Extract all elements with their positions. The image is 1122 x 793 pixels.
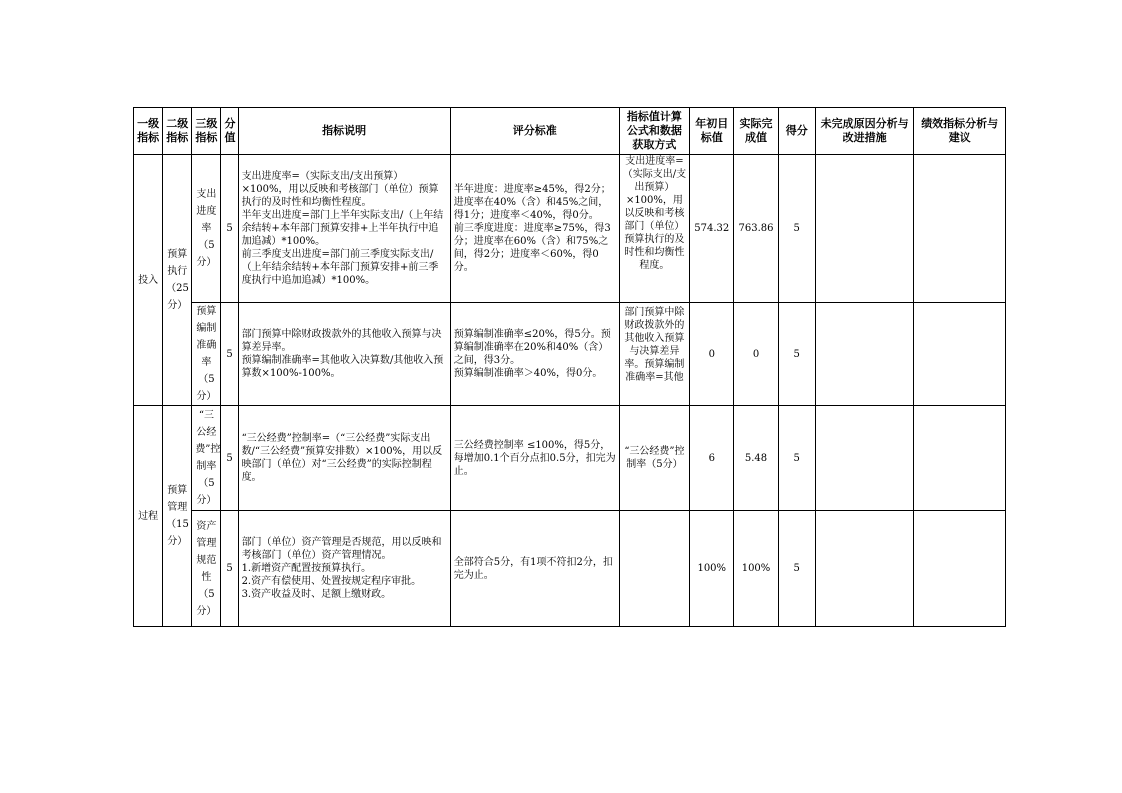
target-cell: 100% — [690, 511, 734, 627]
method-text: 部门预算中除财政拨款外的其他收入预算与决算差异率。预算编制准确率=其他 — [624, 306, 685, 383]
level1-cell: 投入 — [134, 155, 163, 406]
header-weight: 分值 — [221, 108, 238, 155]
method-cell: “三公经费”控制率（5分） — [619, 406, 689, 511]
weight-cell: 5 — [221, 511, 238, 627]
actual-cell: 5.48 — [734, 406, 778, 511]
table-row — [134, 511, 1006, 627]
target-cell: 0 — [690, 303, 734, 406]
description-cell: 支出进度率=（实际支出/支出预算）×100%，用以反映和考核部门（单位）预算执行的及时性和均衡性程度。 半年支出进度=部门上半年实际支出/（上年结余结转+本年部门预算安排+上半年执行中追加追减）*100%。 前三季度支出进度=部门前三季度实际支出/（上年结余结转+本年部门预算安排+前三季度执行中追加追减）*100%。 — [238, 155, 450, 303]
table-row — [134, 155, 1006, 303]
header-target: 年初目标值 — [690, 108, 734, 155]
actual-cell: 0 — [734, 303, 778, 406]
method-cell — [619, 303, 689, 406]
level3-cell: 预算编制准确率（5分） — [192, 303, 221, 406]
reason-cell — [815, 155, 914, 303]
table-row — [134, 303, 1006, 406]
header-level1: 一级指标 — [134, 108, 163, 155]
target-cell: 6 — [690, 406, 734, 511]
method-text: 支出进度率=（实际支出/支出预算）×100%，用以反映和考核部门（单位）预算执行的及时性和均衡性程度。 — [622, 156, 687, 271]
header-actual: 实际完成值 — [734, 108, 778, 155]
analysis-cell — [914, 155, 1006, 303]
score-cell: 5 — [778, 303, 815, 406]
target-cell: 574.32 — [690, 155, 734, 303]
header-criteria: 评分标准 — [450, 108, 619, 155]
method-cell — [619, 511, 689, 627]
header-method: 指标值计算公式和数据获取方式 — [619, 108, 689, 155]
score-cell: 5 — [778, 406, 815, 511]
analysis-cell — [914, 511, 1006, 627]
weight-cell: 5 — [221, 155, 238, 303]
criteria-cell: 三公经费控制率 ≤100%，得5分，每增加0.1个百分点扣0.5分，扣完为止。 — [450, 406, 619, 511]
actual-cell: 100% — [734, 511, 778, 627]
actual-cell: 763.86 — [734, 155, 778, 303]
criteria-cell: 半年进度：进度率≥45%，得2分；进度率在40%（含）和45%之间，得1分；进度率＜40%，得0分。 前三季度进度：进度率≥75%，得3分；进度率在60%（含）和75%之间，得2分；进度率＜60%，得0分。 — [450, 155, 619, 303]
score-cell: 5 — [778, 155, 815, 303]
header-reason: 未完成原因分析与改进措施 — [815, 108, 914, 155]
level2-cell: 预算管理（15分） — [163, 406, 192, 627]
description-cell: 部门预算中除财政拨款外的其他收入预算与决算差异率。 预算编制准确率=其他收入决算数/其他收入预算数×100%-100%。 — [238, 303, 450, 406]
level3-cell: 支出进度率（5分） — [192, 155, 221, 303]
level3-cell: 资产管理规范性（5分） — [192, 511, 221, 627]
header-score: 得分 — [778, 108, 815, 155]
score-cell: 5 — [778, 511, 815, 627]
performance-indicator-table — [133, 107, 1006, 627]
criteria-cell: 预算编制准确率≤20%，得5分。预算编制准确率在20%和40%（含）之间，得3分。 预算编制准确率＞40%，得0分。 — [450, 303, 619, 406]
header-level3: 三级指标 — [192, 108, 221, 155]
description-cell: 部门（单位）资产管理是否规范，用以反映和考核部门（单位）资产管理情况。 1.新增资产配置按预算执行。 2.资产有偿使用、处置按规定程序审批。 3.资产收益及时、足额上缴财政。 — [238, 511, 450, 627]
weight-cell: 5 — [221, 406, 238, 511]
level2-cell: 预算执行（25分） — [163, 155, 192, 406]
reason-cell — [815, 303, 914, 406]
analysis-cell — [914, 303, 1006, 406]
level1-cell: 过程 — [134, 406, 163, 627]
header-level2: 二级指标 — [163, 108, 192, 155]
method-cell — [619, 155, 689, 303]
header-description: 指标说明 — [238, 108, 450, 155]
level3-cell: “三公经费”控制率（5分） — [192, 406, 221, 511]
description-cell: “三公经费”控制率=（“三公经费”实际支出数/“三公经费”预算安排数）×100%，用以反映部门（单位）对“三公经费”的实际控制程度。 — [238, 406, 450, 511]
table-row — [134, 406, 1006, 511]
reason-cell — [815, 406, 914, 511]
header-row — [134, 108, 1006, 155]
criteria-cell: 全部符合5分，有1项不符扣2分，扣完为止。 — [450, 511, 619, 627]
header-analysis: 绩效指标分析与建议 — [914, 108, 1006, 155]
analysis-cell — [914, 406, 1006, 511]
weight-cell: 5 — [221, 303, 238, 406]
reason-cell — [815, 511, 914, 627]
